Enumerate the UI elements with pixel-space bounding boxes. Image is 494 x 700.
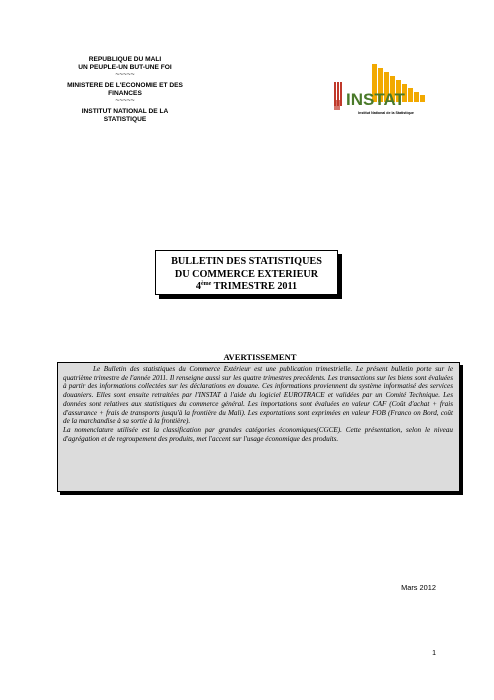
issuer-header <box>50 56 200 124</box>
ministry-name-line2: FINANCES <box>108 90 142 97</box>
separator: ~~~~~ <box>115 71 135 78</box>
institute-name-line1: INSTITUT NATIONAL DE LA <box>81 108 169 115</box>
title-line3 <box>156 281 337 294</box>
logo-caption: Institut National de la Statistique <box>358 111 414 115</box>
notice-paragraph-1: Le Bulletin des statistiques du Commerce Extérieur est une publication trimestrielle. Le présent bulletin porte sur le quatrième trimestre de l'année 2011. Il renseigne aussi sur les quatre trimestres precédents. Les transactions sur les biens sont évaluées à partir des informations collectées sur les déclarations en douane. Ces informations proviennent du système informatisé des services douaniers. Elles sont ensuite retraitées par l'INSTAT à l'aide du logiciel EUROTRACE et validées par un Comité Technique. Les données sont relatives aux statistiques du commerce général. Les importations sont évaluées en valeur CAF (Coût d'achat + frais d'assurance + frais de transports jusqu'à la frontière du Mali). Les exportations sont exprimées en valeur FOB (Franco on Bord, coût de la marchandise à sa sortie à la frontière). <box>63 365 453 426</box>
notice-heading: AVERTISSEMENT <box>223 352 297 362</box>
notice-paragraph-2: La nomenclature utilisée est la classification par grandes catégories économiques(CGCE). Cette présentation, selon le niveau d'agrégation et de regroupement des produits, met l'accent sur l'usage économique des produits. <box>63 425 453 443</box>
republic-motto: UN PEUPLE-UN BUT-UNE FOI <box>78 64 172 71</box>
quarter-number: 4 <box>195 281 201 292</box>
title-line1: BULLETIN DES STATISTIQUES <box>171 256 322 267</box>
republic-name: REPUBLIQUE DU MALI <box>88 56 162 63</box>
institute-name-line2: STATISTIQUE <box>103 116 147 123</box>
notice-box <box>57 362 460 492</box>
ministry-name-line1: MINISTERE DE L'ECONOMIE ET DES <box>67 82 183 89</box>
quarter-ordinal: ème <box>200 281 212 287</box>
separator: ~~~~~ <box>115 97 135 104</box>
logo-text: INSTAT <box>346 90 405 109</box>
document-title-box <box>155 250 338 295</box>
page-number: 1 <box>432 650 436 657</box>
quarter-label: TRIMESTRE 2011 <box>211 281 298 292</box>
title-line2: DU COMMERCE EXTERIEUR <box>174 268 319 280</box>
publication-date: Mars 2012 <box>401 583 436 592</box>
